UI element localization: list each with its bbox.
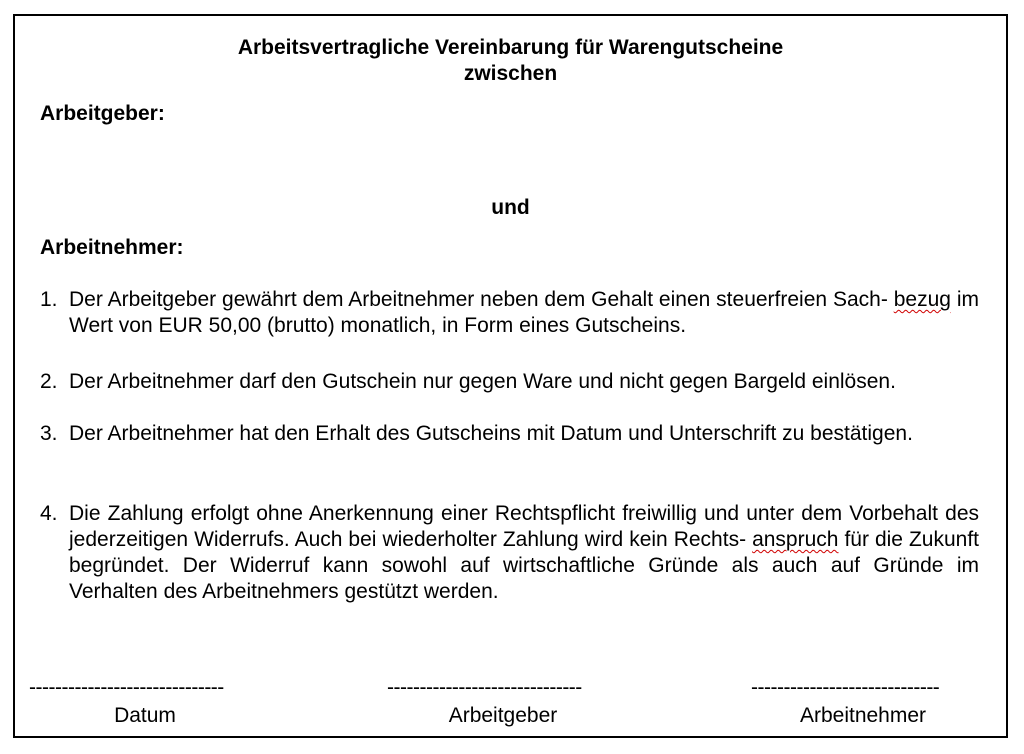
clause-4-text: Die Zahlung erfolgt ohne Anerkennung einer Rechtspflicht freiwillig und unter dem Vorbehalt des jederzeitigen Widerrufs. Auch bei wiederholter Zahlung wird kein Rechts- anspruch für die Zukunft begründet. Der Widerruf kann sowohl auf wirtschaftliche Gründe als auch auf Gründe im Verhalten des Arbeitnehmers gestützt werden.	[69, 502, 980, 603]
conjunction-und: und	[491, 196, 530, 219]
clause-2-text: Der Arbeitnehmer darf den Gutschein nur gegen Ware und nicht gegen Bargeld einlösen.	[69, 370, 896, 393]
clause-4-number: 4.	[40, 502, 58, 525]
spell-marked-word: bezug	[893, 288, 951, 311]
signature-line-employee: -----------------------------	[751, 676, 940, 699]
clause-1	[40, 287, 979, 339]
signature-label-employee: Arbeitnehmer	[799, 704, 927, 727]
clause-2-number: 2.	[40, 370, 58, 393]
document-subtitle: zwischen	[463, 62, 558, 85]
clause-4	[40, 501, 979, 605]
signature-label-employer: Arbeitgeber	[448, 704, 558, 727]
employer-label: Arbeitgeber:	[40, 102, 165, 125]
signature-line-employer: ------------------------------	[387, 676, 582, 699]
clause-3-number: 3.	[40, 422, 58, 445]
document-title: Arbeitsvertragliche Vereinbarung für Warengutscheine	[237, 36, 784, 59]
employee-label: Arbeitnehmer:	[40, 236, 184, 259]
clause-1-number: 1.	[40, 288, 58, 311]
clause-3	[40, 421, 979, 447]
clause-3-text: Der Arbeitnehmer hat den Erhalt des Gutscheins mit Datum und Unterschrift zu bestätigen.	[69, 422, 913, 445]
signature-label-date: Datum	[114, 704, 176, 727]
clause-1-text: Der Arbeitgeber gewährt dem Arbeitnehmer neben dem Gehalt einen steuerfreien Sach- bezug im Wert von EUR 50,00 (brutto) monatlich, in Form eines Gutscheins.	[69, 288, 979, 337]
clause-2	[40, 369, 979, 395]
signature-line-date: ------------------------------	[29, 676, 224, 699]
spell-marked-word: anspruch	[752, 528, 839, 551]
document-frame	[13, 14, 1008, 738]
